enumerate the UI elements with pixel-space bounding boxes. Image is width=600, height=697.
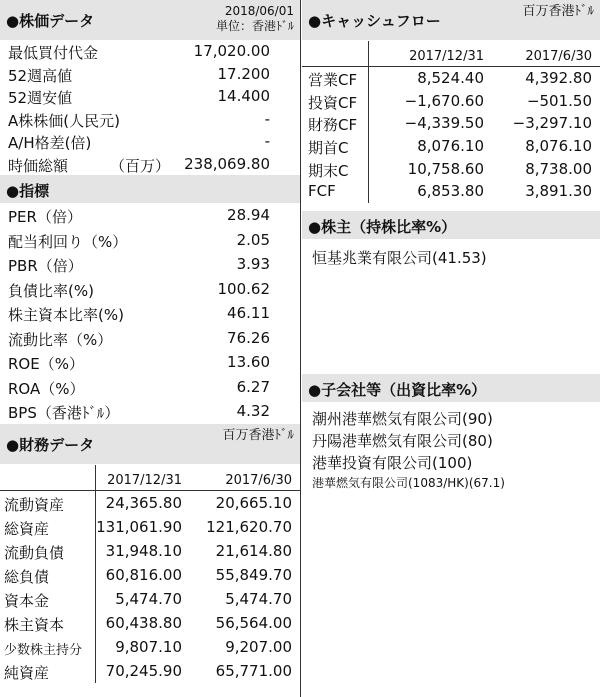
financial-row-label: 流動負債 [4,543,65,562]
cashflow-row-label: 投資CF [308,93,358,112]
cashflow-section-title: ●キャッシュフロー [308,12,441,30]
indicator-row-value: 4.32 [236,402,270,420]
indicator-row [0,375,300,400]
cashflow-row-v2: −501.50 [526,91,592,110]
stock-row-value: 17.200 [217,64,270,83]
financial-row-label: 流動資産 [4,495,65,514]
indicator-row-label: 負債比率(%) [8,281,94,300]
stock-rows [0,40,300,175]
indicator-row-label: PBR（倍） [8,257,83,275]
financial-row-v1: 31,948.10 [105,541,182,560]
financial-row-v1: 9,807.10 [115,637,182,656]
indicator-row-value: 28.94 [227,206,270,224]
financial-row [0,491,300,515]
financial-row-v2: 20,665.10 [215,493,292,512]
financial-row-v2: 21,614.80 [215,541,292,560]
financial-col1-header: 2017/12/31 [107,472,182,488]
indicator-row-label: 配当利回り（%） [8,232,128,251]
shareholder-item: 恒基兆業有限公司(41.53) [312,249,487,268]
indicator-rows [0,203,300,424]
financial-rows [0,491,300,683]
cashflow-row-v2: 8,076.10 [525,137,592,156]
indicator-row [0,277,300,302]
shareholders-section-header [302,211,600,239]
financial-row-label: 株主資本 [4,615,65,634]
indicator-row-label: 株主資本比率(%) [8,306,124,324]
stock-row-value: 17,020.00 [193,42,270,60]
financial-row [0,659,300,683]
stock-date: 2018/06/01 [224,4,294,18]
cashflow-row-v2: 3,891.30 [525,182,592,201]
stock-row-label: 時価総額 [8,156,69,175]
stock-row [0,63,300,86]
financial-row [0,563,300,587]
financial-row [0,611,300,635]
financial-row [0,515,300,539]
stock-section-title: ●株価データ [6,12,95,30]
stock-row-label: 52週安値 [8,89,73,107]
financial-row-label: 少数株主持分 [4,642,83,658]
subsidiary-item: 潮州港華燃気有限公司(90) [312,410,493,428]
financial-section-header [0,424,300,464]
financial-row-v2: 9,207.00 [225,637,292,656]
financial-row [0,635,300,659]
cashflow-rows [302,67,600,203]
indicator-row-label: PER（倍） [8,208,82,226]
financial-row [0,539,300,563]
cashflow-unit: 百万香港ﾄﾞﾙ [522,4,594,19]
stock-row [0,108,300,131]
financial-col2-header: 2017/6/30 [225,472,292,488]
stock-row-value: 14.400 [217,87,270,105]
cashflow-row-label: FCF [308,182,336,201]
cashflow-row-v2: 8,738.00 [525,159,592,178]
subsidiary-list [312,408,505,492]
indicator-row-value: 100.62 [217,279,270,298]
cashflow-row-v1: 6,853.80 [417,182,484,201]
financial-row-label: 純資産 [4,663,50,682]
cashflow-row [302,90,600,113]
cashflow-row-v1: 8,524.40 [417,69,484,87]
cashflow-row-label: 期首C [308,139,349,158]
cashflow-row [302,67,600,90]
cashflow-row [302,158,600,181]
financial-row-label: 総負債 [4,567,50,586]
cashflow-row [302,112,600,135]
cashflow-row-label: 営業CF [308,71,358,89]
right-column [302,0,600,697]
indicator-row [0,301,300,326]
indicator-row-label: ROA（%） [8,379,85,398]
financial-col-divider [95,465,96,683]
shareholders-section-title: ●株主（持株比率%） [308,218,457,237]
cashflow-row [302,180,600,203]
indicator-row [0,252,300,277]
subsidiary-item: 丹陽港華燃気有限公司(80) [312,432,493,450]
indicator-row [0,399,300,424]
stock-row-label: A株株価(人民元) [8,111,120,130]
stock-row [0,85,300,108]
financial-row-v1: 60,438.80 [105,613,182,632]
financial-row-label: 資本金 [4,591,50,610]
cashflow-row-v1: −4,339.50 [404,114,484,133]
financial-unit: 百万香港ﾄﾞﾙ [222,427,294,443]
cashflow-row [302,135,600,158]
indicator-row [0,350,300,375]
subsidiary-items [312,408,505,474]
stock-row-label: 52週高値 [8,66,73,85]
financial-row-v2: 5,474.70 [225,589,292,608]
indicator-row-value: 13.60 [227,353,270,371]
financial-row-v1: 131,061.90 [96,517,182,536]
stock-row-value: 238,069.80 [184,154,270,173]
cashflow-row-v1: −1,670.60 [404,91,484,110]
indicator-row-label: 流動比率（%） [8,330,113,349]
financial-col-headers [0,470,300,491]
column-divider [300,0,301,697]
cashflow-row-v1: 10,758.60 [407,159,484,178]
indicator-row [0,228,300,253]
financial-row-v2: 56,564.00 [215,613,292,632]
indicators-section-header [0,175,300,203]
stock-section-header [0,0,300,40]
cashflow-col2-header: 2017/6/30 [525,49,592,64]
indicator-row-value: 76.26 [227,328,270,347]
indicator-row [0,203,300,228]
financial-row-v2: 55,849.70 [215,565,292,584]
stock-row-label: 最低買付代金 [8,44,99,62]
financial-row-v1: 70,245.90 [105,661,182,680]
cashflow-col-headers [302,46,600,67]
indicator-row-label: BPS（香港ﾄﾞﾙ） [8,404,120,422]
financial-row-label: 総資産 [4,519,50,538]
cashflow-row-v2: 4,392.80 [525,69,592,87]
indicators-section-title: ●指標 [6,182,50,200]
indicator-row-value: 46.11 [227,304,270,322]
financial-row-v1: 60,816.00 [105,565,182,584]
cashflow-col1-header: 2017/12/31 [409,49,484,64]
financial-row-v1: 24,365.80 [105,493,182,512]
cashflow-row-v1: 8,076.10 [417,137,484,156]
stock-row [0,40,300,63]
indicator-row-value: 3.93 [236,255,270,273]
stock-row [0,130,300,153]
financial-row-v1: 5,474.70 [115,589,182,608]
cashflow-row-v2: −3,297.10 [512,114,592,133]
financial-row [0,587,300,611]
stock-row-value: - [264,132,270,150]
cashflow-col-divider [368,41,369,203]
indicator-row-value: 6.27 [236,377,270,396]
stock-date-unit [216,4,294,34]
stock-row-unit: （百万） [110,156,171,175]
cashflow-row-label: 財務CF [308,116,358,135]
cashflow-section-header [302,0,600,40]
stock-row-value: - [264,109,270,128]
stock-row [0,153,300,176]
stock-unit: 単位：香港ﾄﾞﾙ [215,19,294,33]
subsidiary-item-last: 港華燃気有限公司(1083/HK)(67.1) [312,476,505,490]
indicator-row-label: ROE（%） [8,355,84,373]
subsidiary-item: 港華投資有限公司(100) [312,454,473,472]
cashflow-row-label: 期末C [308,161,349,180]
stock-row-label: A/H格差(倍) [8,134,92,152]
subsidiaries-section-title: ●子会社等（出資比率%） [308,381,487,399]
financial-row-v2: 121,620.70 [206,517,292,536]
indicator-row [0,326,300,351]
financial-section-title: ●財務データ [6,435,95,454]
financial-row-v2: 65,771.00 [215,661,292,680]
shareholder-list [302,239,600,269]
indicator-row-value: 2.05 [236,230,270,249]
subsidiaries-section-header [302,374,600,402]
